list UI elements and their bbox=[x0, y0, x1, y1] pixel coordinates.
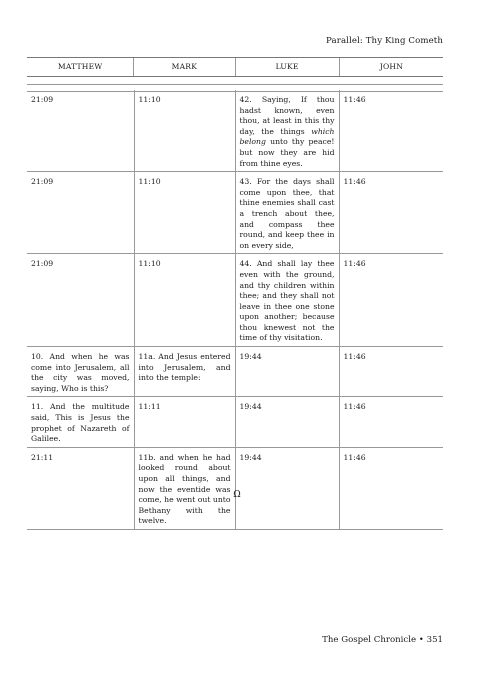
cell-luke: 19:44 bbox=[235, 447, 339, 529]
cell-matthew: 11. And the multitude said, This is Jesus the prophet of Nazareth of Galilee. bbox=[27, 397, 134, 447]
table-row bbox=[27, 254, 443, 347]
cell-john: 11:46 bbox=[339, 254, 443, 347]
cell-mark: 11:10 bbox=[134, 90, 235, 172]
cell-john: 11:46 bbox=[339, 90, 443, 172]
column-header-luke: LUKE bbox=[235, 58, 339, 76]
table-row bbox=[27, 90, 443, 172]
column-header-row bbox=[27, 57, 443, 77]
page-footer: The Gospel Chronicle • 351 bbox=[322, 635, 443, 645]
column-header-mark: MARK bbox=[133, 58, 234, 76]
cell-john: 11:46 bbox=[339, 172, 443, 254]
cell-luke: 44. And shall lay thee even with the ground, and thy children within thee; and they shall not leave in thee one stone upon another; because thou knewest not the time of thy visitation. bbox=[235, 254, 339, 347]
cell-luke: 19:44 bbox=[235, 397, 339, 447]
cell-mark: 11:10 bbox=[134, 172, 235, 254]
cell-mark: 11:10 bbox=[134, 254, 235, 347]
cell-john: 11:46 bbox=[339, 347, 443, 397]
cell-matthew: 21:11 bbox=[27, 447, 134, 529]
cell-matthew: 21:09 bbox=[27, 254, 134, 347]
column-header-matthew: MATTHEW bbox=[57, 62, 103, 71]
running-head: Parallel: Thy King Cometh bbox=[326, 36, 443, 46]
cell-luke: 19:44 bbox=[235, 347, 339, 397]
cell-matthew: 21:09 bbox=[27, 90, 134, 172]
column-header-john: JOHN bbox=[339, 58, 443, 76]
parallel-table bbox=[27, 90, 443, 530]
cell-luke: 43. For the days shall come upon thee, that thine enemies shall cast a trench about thee, and compass thee round, and keep thee in on every side, bbox=[235, 172, 339, 254]
cell-luke: 42. Saying, If thou hadst known, even thou, at least in this thy day, the things which belong unto thy peace! but now they are hid from thine eyes. bbox=[235, 90, 339, 172]
table-row bbox=[27, 447, 443, 529]
cell-john: 11:46 bbox=[339, 447, 443, 529]
table-row bbox=[27, 172, 443, 254]
cell-john: 11:46 bbox=[339, 397, 443, 447]
cell-matthew: 10. And when he was come into Jerusalem, all the city was moved, saying, Who is this? bbox=[27, 347, 134, 397]
cell-mark: 11a. And Jesus entered into Jerusalem, and into the temple: bbox=[134, 347, 235, 397]
cell-mark: 11b. and when he had looked round about upon all things, and now the eventide was come, he went out unto Bethany with the twelve. bbox=[134, 447, 235, 529]
end-mark: Ω bbox=[233, 490, 241, 500]
table-row bbox=[27, 347, 443, 397]
cell-mark: 11:11 bbox=[134, 397, 235, 447]
cell-matthew: 21:09 bbox=[27, 172, 134, 254]
table-row bbox=[27, 397, 443, 447]
